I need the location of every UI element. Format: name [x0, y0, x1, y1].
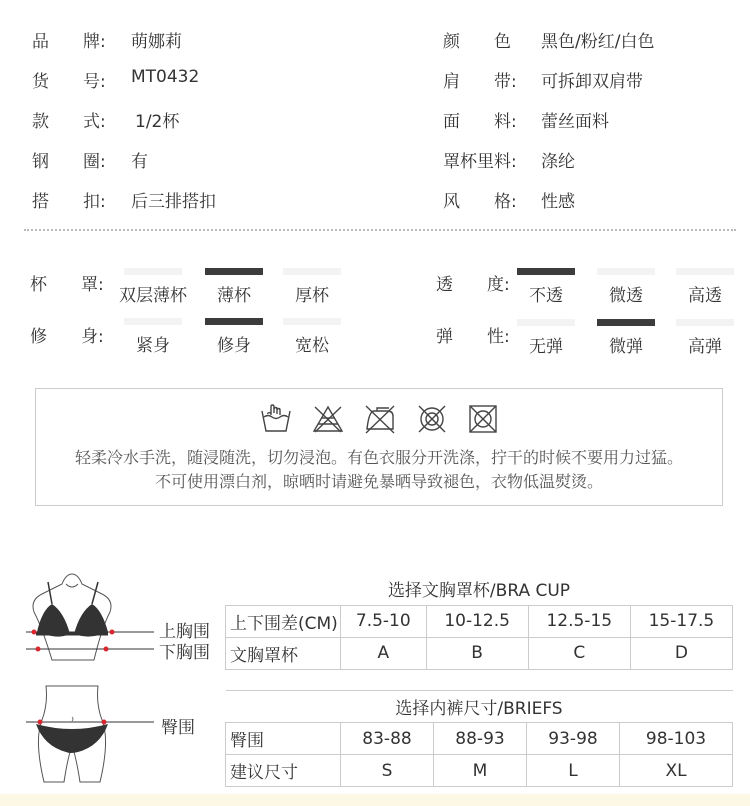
- do-not-tumble-dry-icon: [416, 403, 448, 439]
- spec-value: 涤纶: [541, 152, 575, 172]
- table-cell: 98-103: [620, 723, 733, 755]
- table-row-header: 建议尺寸: [226, 755, 341, 787]
- care-text-line2: 不可使用漂白剂，晾晒时请避免暴晒导致褪色，衣物低温熨烫。: [154, 472, 603, 491]
- table-row-header: 上下围差(CM): [226, 605, 341, 637]
- attribute-option: 无弹: [517, 319, 575, 357]
- table-title: 选择文胸罩杯/BRA CUP: [226, 573, 733, 605]
- table-cell: 83-88: [341, 723, 434, 755]
- spec-value: 1/2杯: [135, 112, 180, 132]
- spec-value: MT0432: [131, 67, 200, 87]
- do-not-iron-icon: [363, 403, 397, 439]
- spec-label: 款 式:: [32, 112, 106, 132]
- spec-value: 蕾丝面料: [541, 112, 609, 132]
- attribute-option: 高弹: [676, 319, 734, 357]
- table-cell: A: [341, 637, 427, 669]
- spec-value: 黑色/粉红/白色: [541, 32, 655, 52]
- spec-label: 货 号:: [32, 72, 106, 92]
- hip-label: 臀围: [161, 718, 195, 738]
- spec-label: 钢 圈:: [32, 152, 106, 172]
- under-bust-label: 下胸围: [159, 643, 210, 663]
- care-icons: [36, 403, 722, 439]
- attribute-option: 微透: [597, 268, 655, 306]
- do-not-bleach-icon: [312, 404, 344, 438]
- spec-label: 品 牌:: [32, 32, 106, 52]
- spec-label: 风 格:: [443, 192, 517, 212]
- attribute-option: 高透: [676, 268, 734, 306]
- spec-label: 肩 带:: [443, 72, 517, 92]
- attribute-label: 弹 性:: [436, 327, 510, 347]
- hand-wash-icon: [259, 403, 293, 439]
- table-cell: XL: [620, 755, 733, 787]
- attribute-option: 厚杯: [283, 268, 341, 306]
- table-cell: D: [630, 637, 732, 669]
- bra-size-table: [225, 573, 733, 670]
- table-cell: C: [528, 637, 630, 669]
- upper-bust-label: 上胸围: [159, 622, 210, 642]
- attribute-option: 双层薄杯: [124, 268, 182, 306]
- attribute-option-selected: 薄杯: [205, 268, 263, 306]
- attribute-label: 杯 罩:: [30, 275, 104, 295]
- spec-label: 面 料:: [443, 112, 517, 132]
- attribute-label: 修 身:: [30, 327, 104, 347]
- attribute-option-selected: 不透: [517, 268, 575, 306]
- table-cell: 10-12.5: [426, 605, 528, 637]
- attribute-option: 紧身: [124, 318, 182, 356]
- spec-value: 后三排搭扣: [131, 192, 216, 212]
- attribute-option: 宽松: [283, 318, 341, 356]
- care-instructions-box: [35, 388, 723, 506]
- briefs-size-table: [225, 690, 733, 787]
- table-cell: 15-17.5: [630, 605, 732, 637]
- spec-value: 有: [131, 152, 148, 172]
- table-row-header: 臀围: [226, 723, 341, 755]
- care-text-line1: 轻柔冷水手洗，随浸随洗，切勿浸泡。有色衣服分开洗涤，拧干的时候不要用力过猛。: [74, 448, 683, 467]
- table-cell: 88-93: [434, 723, 527, 755]
- spec-label: 颜 色: [443, 32, 511, 52]
- table-cell: L: [527, 755, 620, 787]
- spec-label: 搭 扣:: [32, 192, 106, 212]
- table-cell: 12.5-15: [528, 605, 630, 637]
- attribute-option-selected: 微弹: [597, 319, 655, 357]
- attribute-option-selected: 修身: [205, 318, 263, 356]
- spec-value: 萌娜莉: [131, 32, 182, 52]
- spec-label: 罩杯里料:: [443, 152, 517, 172]
- dotted-divider: [24, 229, 736, 231]
- table-cell: M: [434, 755, 527, 787]
- spec-value: 性感: [541, 192, 575, 212]
- do-not-dry-clean-icon: [467, 403, 499, 439]
- table-cell: 93-98: [527, 723, 620, 755]
- spec-value: 可拆卸双肩带: [541, 72, 643, 92]
- table-cell: S: [341, 755, 434, 787]
- table-row-header: 文胸罩杯: [226, 637, 341, 669]
- table-title: 选择内裤尺寸/BRIEFS: [226, 691, 733, 723]
- footer-band: [0, 794, 750, 806]
- table-cell: B: [426, 637, 528, 669]
- attribute-label: 透 度:: [436, 275, 510, 295]
- table-cell: 7.5-10: [341, 605, 427, 637]
